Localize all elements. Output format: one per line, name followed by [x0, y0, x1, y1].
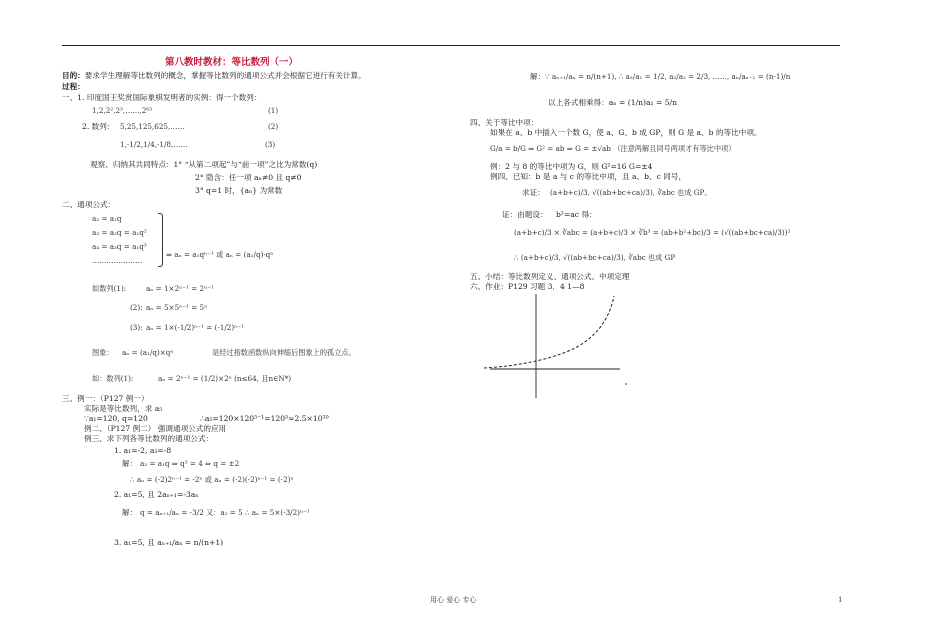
- sequence-2: 5,25,125,625,……: [120, 122, 185, 131]
- section-4-heading: 四、关于等比中项：: [470, 118, 539, 127]
- problem-2-solution: q = aₙ₊₁/aₙ = -3/2 又：a₁ = 5 ∴ aₙ = 5×(-3/2)ⁿ⁻¹: [140, 508, 310, 517]
- geometric-mean-formula: G/a = b/G ⇒ G² = ab ⇒ G = ±√ab （注意两解且同号两项才有等比中项）: [490, 144, 736, 153]
- formula-a3: a₃ = a₂q = a₁q²: [92, 228, 147, 237]
- graph-example-formula: aₙ = 2ⁿ⁻¹ = (1/2)×2ⁿ (n≤64, 且n∈N*): [158, 374, 292, 383]
- prove-statement: (a+b+c)/3, √((ab+bc+ca)/3), ∛abc 也成 GP。: [550, 188, 712, 197]
- geometric-mean-definition: 如果在 a、b 中插入一个数 G，使 a、G、b 成 GP，则 G 是 a、b 的等比中项。: [490, 128, 762, 137]
- constant-case: 3° q=1 时，{aₙ} 为常数: [195, 186, 283, 195]
- hidden-condition: 2° 隐含：任一项 aₙ≠0 且 q≠0: [195, 173, 302, 182]
- header-rule: [62, 45, 840, 46]
- example-3-line: 例三、求下列各等比数列的通项公式：: [84, 434, 214, 443]
- proof-label: 证：由题设：: [502, 210, 548, 219]
- proof-chain: (a+b+c)/3 × ∛abc = (a+b+c)/3 × ∛b³ = (ab+b²+bc)/3 = (√((ab+bc+ca)/3))²: [514, 228, 791, 237]
- geometric-mean-example: 例：2 与 8 的等比中项为 G，则 G²=16 G=±4: [490, 162, 653, 171]
- general-term-formula: ⇒ aₙ = a₁qⁿ⁻¹ 或 aₙ = (a₁/q)·qⁿ: [166, 250, 274, 259]
- sequence-2-label: 2. 数列：: [82, 122, 115, 131]
- graph-dot: [625, 383, 627, 385]
- graph-description: 是经过指数函数纵向伸缩后图象上的孤立点。: [212, 348, 356, 357]
- goal-label: 目的：: [62, 71, 85, 80]
- example-3-label: (3):: [130, 323, 143, 332]
- proof-given: b²=ac 得：: [556, 210, 597, 219]
- example-1-note: 实际是等比数列，求 a₅: [84, 404, 163, 413]
- proof-conclusion: ∴ (a+b+c)/3, √((ab+bc+ca)/3), ∛abc 也成 GP: [514, 253, 676, 262]
- exponential-graph: [480, 292, 640, 402]
- sequence-3-number: (3): [265, 140, 276, 149]
- footer-center: 用心 爱心 专心: [430, 596, 477, 604]
- graph-formula: aₙ = (a₁/q)×qⁿ: [122, 348, 174, 357]
- example-2-label: (2):: [130, 303, 143, 312]
- problem-2: 2. a₁=5, 且 2aₙ₊₁=-3aₙ: [114, 490, 199, 499]
- formula-a2: a₂ = a₁q: [92, 214, 122, 223]
- example-3-formula: aₙ = 1×(-1/2)ⁿ⁻¹ = (-1/2)ⁿ⁻¹: [146, 323, 244, 332]
- recurrence-solution: ∵ aₙ₊₁/aₙ = n/(n+1), ∴ a₂/a₁ = 1/2, a₃/a₂ = 2/3, ……, aₙ/aₙ₋₁ = (n-1)/n: [545, 72, 791, 81]
- problem-2-solution-label: 解：: [122, 508, 138, 517]
- sequence-1: 1,2,2²,2³,……,2⁶³: [92, 106, 153, 115]
- formula-brace: [158, 213, 163, 267]
- problem-1-solution-label: 解：: [122, 459, 138, 468]
- example-head: 如数列(1):: [92, 284, 127, 293]
- example-2-formula: aₙ = 5×5ⁿ⁻¹ = 5ⁿ: [146, 303, 208, 312]
- process-label: 过程：: [62, 82, 85, 91]
- section-6-homework: 六、作业：P129 习题 3．4 1—8: [470, 282, 585, 291]
- example-1-result: ∴a₅=120×120⁵⁻¹=120⁵≈2.5×10¹⁰: [200, 414, 329, 423]
- graph-example-label: 如：数列(1):: [92, 374, 134, 383]
- sequence-1-number: (1): [268, 106, 279, 115]
- section-1-heading: 一、1. 印度国王奖赏国际象棋发明者的实例：得一个数列：: [62, 93, 262, 102]
- sequence-3: 1,-1/2,1/4,-1/8,……: [120, 140, 188, 149]
- prove-label: 求证：: [522, 188, 545, 197]
- goal-text: 要求学生理解等比数列的概念，掌握等比数列的通项公式并会根据它进行有关计算。: [84, 71, 366, 80]
- formula-dots: …………………: [92, 256, 143, 265]
- problem-3: 3. a₁=5, 且 aₙ₊₁/aₙ = n/(n+1): [114, 538, 224, 547]
- product-result: 以上各式相乘得：aₙ = (1/n)a₁ = 5/n: [548, 98, 678, 107]
- section-5-summary: 五、小结：等比数列定义、通项公式、中项定理: [470, 272, 630, 281]
- problem-1-result: ∴ aₙ = (-2)2ⁿ⁻¹ = -2ⁿ 或 aₙ = (-2)(-2)ⁿ⁻¹ = (-2)ⁿ: [130, 475, 294, 484]
- page-title: 第八教时教材：等比数列（一）: [165, 57, 299, 68]
- formula-a4: a₄ = a₃q = a₁q³: [92, 242, 147, 251]
- example-1-given: ∵a₁=120, q=120: [84, 414, 148, 423]
- graph-label: 图象：: [92, 348, 114, 357]
- example-4-statement: 例四、已知：b 是 a 与 c 的等比中项，且 a、b、c 同号，: [490, 172, 687, 181]
- problem-1-solution: a₃ = a₁q ⇒ q² = 4 ⇒ q = ±2: [140, 459, 240, 468]
- recurrence-solution-label: 解：: [530, 72, 546, 81]
- page-number: 1: [838, 596, 843, 604]
- observation-line: 观察、归纳其共同特点：1° “从第二项起”与“前一项”之比为常数(q): [90, 160, 318, 169]
- example-1-formula: aₙ = 1×2ⁿ⁻¹ = 2ⁿ⁻¹: [146, 284, 214, 293]
- graph-curve: [484, 296, 614, 368]
- section-2-heading: 二、通项公式：: [62, 200, 116, 209]
- problem-1: 1. a₁=-2, a₃=-8: [114, 446, 172, 455]
- goal-line: [62, 71, 366, 80]
- example-2-line: 例二、（P127 例二） 强调通项公式的应用: [84, 424, 227, 433]
- sequence-2-number: (2): [268, 122, 279, 131]
- section-3-heading: 三、例一：（P127 例一）: [62, 394, 149, 403]
